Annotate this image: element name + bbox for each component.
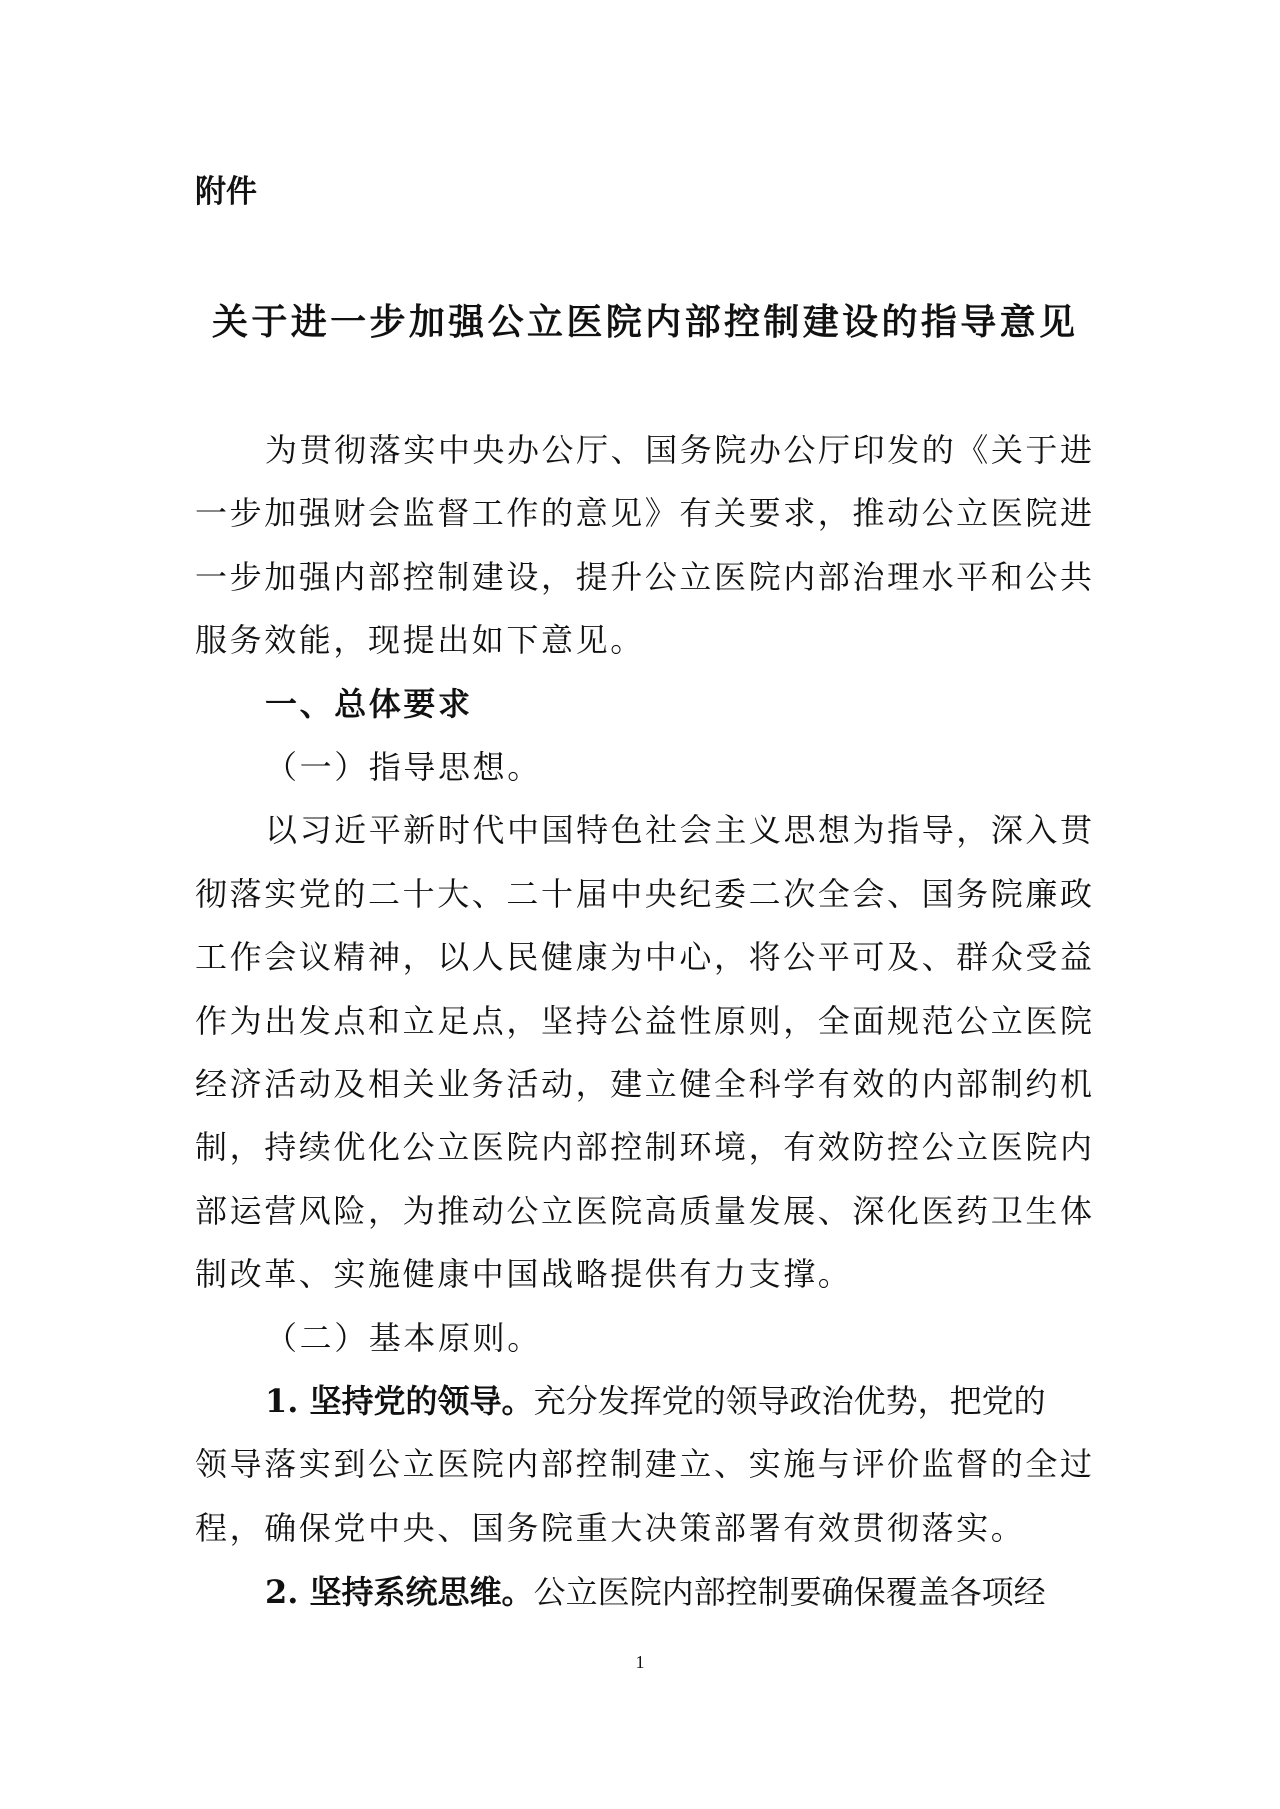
paragraph-line: [265, 810, 1092, 850]
line-text: 一步加强内部控制建设，提升公立医院内部治理水平和公共: [195, 558, 1092, 596]
paragraph-line: [195, 620, 1092, 660]
line-text: 为贯彻落实中央办公厅、国务院办公厅印发的《关于进: [265, 431, 1092, 469]
line-text: 领导落实到公立医院内部控制建立、实施与评价监督的全过: [195, 1445, 1092, 1483]
line-text: 公立医院内部控制要确保覆盖各项经: [533, 1573, 1046, 1611]
paragraph-line: [195, 493, 1092, 533]
paragraph-line: [195, 1191, 1092, 1231]
line-text: 一步加强财会监督工作的意见》有关要求，推动公立医院进: [195, 494, 1092, 532]
subsection-heading: [265, 1318, 1092, 1358]
line-text: 工作会议精神，以人民健康为中心，将公平可及、群众受益: [195, 938, 1092, 976]
section-heading: [265, 684, 1092, 724]
paragraph-line: [195, 937, 1092, 977]
paragraph-line: [195, 557, 1092, 597]
principle-line: [265, 1572, 1092, 1612]
paragraph-line: [195, 1064, 1092, 1104]
line-text: 制，持续优化公立医院内部控制环境，有效防控公立医院内: [195, 1128, 1092, 1166]
subsection-heading-text: （一）指导思想。: [265, 748, 542, 786]
paragraph-line: [265, 430, 1092, 470]
paragraph-line: [195, 1254, 1092, 1294]
document-title: 关于进一步加强公立医院内部控制建设的指导意见: [212, 301, 1074, 343]
paragraph-line: [195, 1508, 1092, 1548]
principle-line: [265, 1381, 1092, 1421]
line-text: 服务效能，现提出如下意见。: [195, 621, 645, 659]
paragraph-line: [195, 874, 1092, 914]
attachment-label: 附件: [195, 174, 257, 210]
line-text: 作为出发点和立足点，坚持公益性原则，全面规范公立医院: [195, 1002, 1092, 1040]
subsection-heading-text: （二）基本原则。: [265, 1319, 542, 1357]
paragraph-line: [195, 1127, 1092, 1167]
line-text: 程，确保党中央、国务院重大决策部署有效贯彻落实。: [195, 1509, 1026, 1547]
paragraph-line: [195, 1444, 1092, 1484]
line-text: 以习近平新时代中国特色社会主义思想为指导，深入贯: [265, 811, 1092, 849]
line-text: 充分发挥党的领导政治优势，把党的: [533, 1382, 1046, 1420]
page-number: 1: [635, 1652, 645, 1672]
section-heading-text: 一、总体要求: [265, 685, 473, 723]
paragraph-line: [195, 1001, 1092, 1041]
line-text: 彻落实党的二十大、二十届中央纪委二次全会、国务院廉政: [195, 875, 1092, 913]
principle-lead: 2. 坚持系统思维。: [265, 1573, 534, 1611]
principle-lead: 1. 坚持党的领导。: [265, 1382, 534, 1420]
line-text: 部运营风险，为推动公立医院高质量发展、深化医药卫生体: [195, 1192, 1092, 1230]
subsection-heading: [265, 747, 1092, 787]
line-text: 制改革、实施健康中国战略提供有力支撑。: [195, 1255, 853, 1293]
line-text: 经济活动及相关业务活动，建立健全科学有效的内部制约机: [195, 1065, 1092, 1103]
